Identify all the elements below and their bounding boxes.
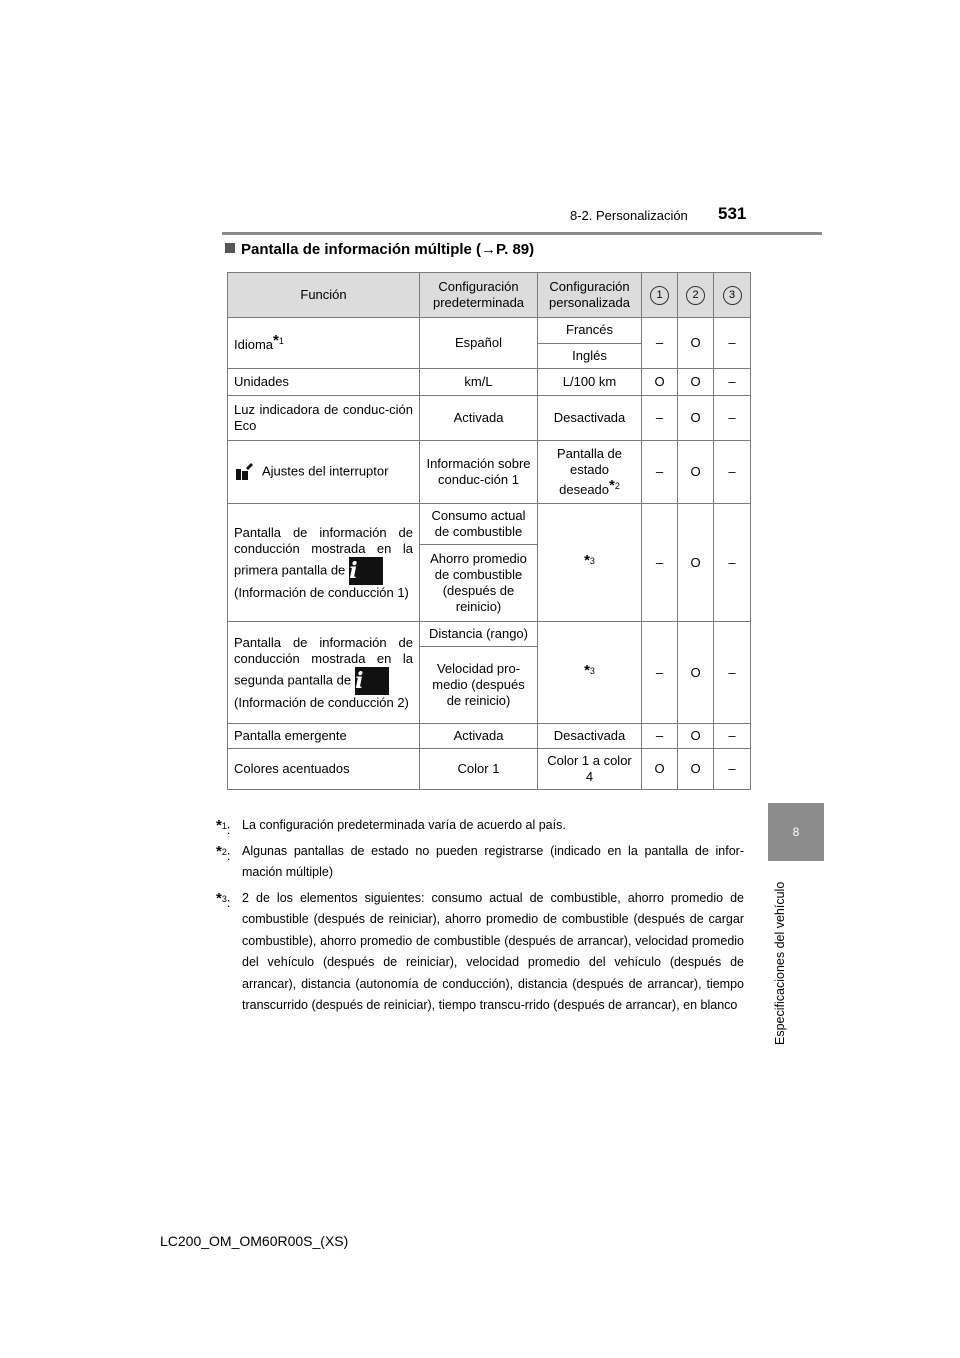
circled-3-icon: 3 — [723, 286, 742, 305]
note-number: 2 — [221, 846, 227, 857]
row-switch-custom — [538, 441, 642, 504]
asterisk-mark: * — [216, 842, 222, 860]
header-default: Configuración predeterminada — [420, 273, 538, 318]
row-first-default-b: Ahorro promedio de combustible (después de reinicio) — [420, 545, 538, 622]
row-switch-function — [228, 441, 420, 504]
cell-text: (Información de conducción 1) — [234, 584, 409, 600]
footnote-marker: *$^1$: — [216, 817, 231, 837]
info-icon: i — [349, 557, 383, 585]
note-number: 1 — [221, 821, 227, 831]
info-icon: i — [355, 667, 389, 695]
cell-text: Pantalla de estado deseado — [556, 446, 623, 497]
row-second-c3: – — [714, 622, 751, 724]
cell-text: Ajustes del interruptor — [262, 463, 389, 479]
row-colors-c3: – — [714, 749, 751, 790]
chapter-number: 8 — [792, 825, 800, 839]
table-row — [228, 369, 751, 396]
header-rule — [222, 232, 822, 235]
footnote-3 — [216, 888, 744, 1017]
row-first-custom — [538, 504, 642, 622]
row-unidades-c1: O — [642, 369, 678, 396]
header-function: Función — [228, 273, 420, 318]
note-ref: 1 — [278, 336, 284, 346]
row-colors-c1: O — [642, 749, 678, 790]
row-popup-c3: – — [714, 724, 751, 749]
row-switch-default: Información sobre conduc-ción 1 — [420, 441, 538, 504]
row-second-c1: – — [642, 622, 678, 724]
circled-1-icon: 1 — [650, 286, 669, 305]
row-popup-custom: Desactivada — [538, 724, 642, 749]
row-second-function — [228, 622, 420, 724]
row-idioma-default: Español — [420, 318, 538, 369]
page-number: 531 — [718, 204, 747, 223]
row-colors-function: Colores acentuados — [228, 749, 420, 790]
steering-switch-icon — [234, 462, 254, 482]
row-colors-default: Color 1 — [420, 749, 538, 790]
row-idioma-custom-a: Francés — [538, 318, 642, 344]
header-col-1 — [642, 273, 678, 318]
footnote-text: 2 de los elementos siguientes: consumo actual de combustible, ahorro promedio de combustible (después de reiniciar), ahorro promedio de combustible (después de cargar combustible), ahorro promedio de combustible (después de arrancar), velocidad promedio del vehículo (después de reiniciar), velocidad promedio del vehículo (después de arrancar), distancia (autonomía de conducción), distancia (después de arrancar), tiempo transcurrido (después de reiniciar), tiempo transcu-rrido (después de arrancar), en blanco — [242, 890, 744, 1012]
row-popup-default: Activada — [420, 724, 538, 749]
table-row — [228, 724, 751, 749]
asterisk-mark: * — [584, 661, 590, 679]
table-row — [228, 622, 751, 647]
footnote-1 — [216, 815, 744, 837]
asterisk-mark: * — [216, 889, 222, 907]
row-idioma-c2: O — [678, 318, 714, 369]
row-idioma-function — [228, 318, 420, 369]
asterisk-mark: * — [609, 477, 615, 494]
row-second-default-b: Velocidad pro-medio (después de reinicio) — [420, 647, 538, 724]
row-eco-default: Activada — [420, 396, 538, 441]
row-first-default-a: Consumo actual de combustible — [420, 504, 538, 545]
footnote-marker: *$^3$: — [216, 889, 231, 910]
footnote-2 — [216, 841, 744, 884]
table-row — [228, 504, 751, 545]
chapter-label — [767, 870, 797, 1045]
row-idioma-c1: – — [642, 318, 678, 369]
footnote-text: Algunas pantallas de estado no pueden registrarse (indicado en la pantalla de infor-mación múltiple) — [242, 843, 744, 879]
row-popup-c2: O — [678, 724, 714, 749]
row-second-custom — [538, 622, 642, 724]
row-first-c2: O — [678, 504, 714, 622]
row-first-c1: – — [642, 504, 678, 622]
header-col-2 — [678, 273, 714, 318]
settings-table — [227, 272, 751, 790]
row-switch-c3: – — [714, 441, 751, 504]
row-eco-c3: – — [714, 396, 751, 441]
footnote-marker: *$^2$: — [216, 842, 231, 863]
header-col-3 — [714, 273, 751, 318]
row-eco-function: Luz indicadora de conduc-ción Eco — [228, 396, 420, 441]
asterisk-mark: * — [216, 817, 222, 834]
row-switch-c2: O — [678, 441, 714, 504]
row-eco-c1: – — [642, 396, 678, 441]
row-unidades-custom: L/100 km — [538, 369, 642, 396]
circled-2-icon: 2 — [686, 286, 705, 305]
table-header-row — [228, 273, 751, 318]
row-first-c3: – — [714, 504, 751, 622]
note-ref: 3 — [589, 665, 595, 676]
row-eco-custom: Desactivada — [538, 396, 642, 441]
row-eco-c2: O — [678, 396, 714, 441]
row-first-function — [228, 504, 420, 622]
section-title: 8-2. Personalización — [570, 208, 688, 223]
row-idioma-c3: – — [714, 318, 751, 369]
page-reference-link[interactable]: P. 89) — [496, 241, 535, 258]
square-bullet-icon — [225, 243, 235, 253]
asterisk-mark: * — [584, 551, 590, 569]
cell-text: Pantalla de información de conducción mostrada en la primera pantalla de — [234, 524, 413, 577]
row-colors-c2: O — [678, 749, 714, 790]
section-heading — [225, 241, 534, 258]
table-row — [228, 318, 751, 344]
row-unidades-c2: O — [678, 369, 714, 396]
arrow-icon: → — [481, 241, 497, 258]
table-row — [228, 441, 751, 504]
row-unidades-default: km/L — [420, 369, 538, 396]
row-colors-custom: Color 1 a color 4 — [538, 749, 642, 790]
note-ref: 3 — [589, 555, 595, 566]
row-second-default-a: Distancia (rango) — [420, 622, 538, 647]
cell-text: Idioma — [234, 337, 274, 352]
cell-text: Pantalla de información de conducción mostrada en la segunda pantalla de — [234, 634, 413, 687]
asterisk-mark: * — [273, 332, 279, 349]
footnote-text: La configuración predeterminada varía de acuerdo al país. — [242, 818, 566, 832]
heading-title: Pantalla de información múltiple ( — [241, 241, 482, 258]
row-popup-function: Pantalla emergente — [228, 724, 420, 749]
chapter-label-text: Especificaciones del vehículo — [773, 881, 787, 1045]
note-ref: 2 — [614, 481, 620, 491]
cell-text: (Información de conducción 2) — [234, 694, 409, 710]
note-number: 3 — [221, 893, 227, 904]
row-idioma-custom-b: Inglés — [538, 343, 642, 369]
footnotes — [216, 815, 744, 1021]
table-row — [228, 749, 751, 790]
chapter-tab[interactable] — [768, 803, 824, 861]
header-custom: Configuración personalizada — [538, 273, 642, 318]
row-unidades-function: Unidades — [228, 369, 420, 396]
row-unidades-c3: – — [714, 369, 751, 396]
row-popup-c1: – — [642, 724, 678, 749]
table-row — [228, 396, 751, 441]
document-code: LC200_OM_OM60R00S_(XS) — [160, 1233, 349, 1249]
row-switch-c1: – — [642, 441, 678, 504]
row-second-c2: O — [678, 622, 714, 724]
